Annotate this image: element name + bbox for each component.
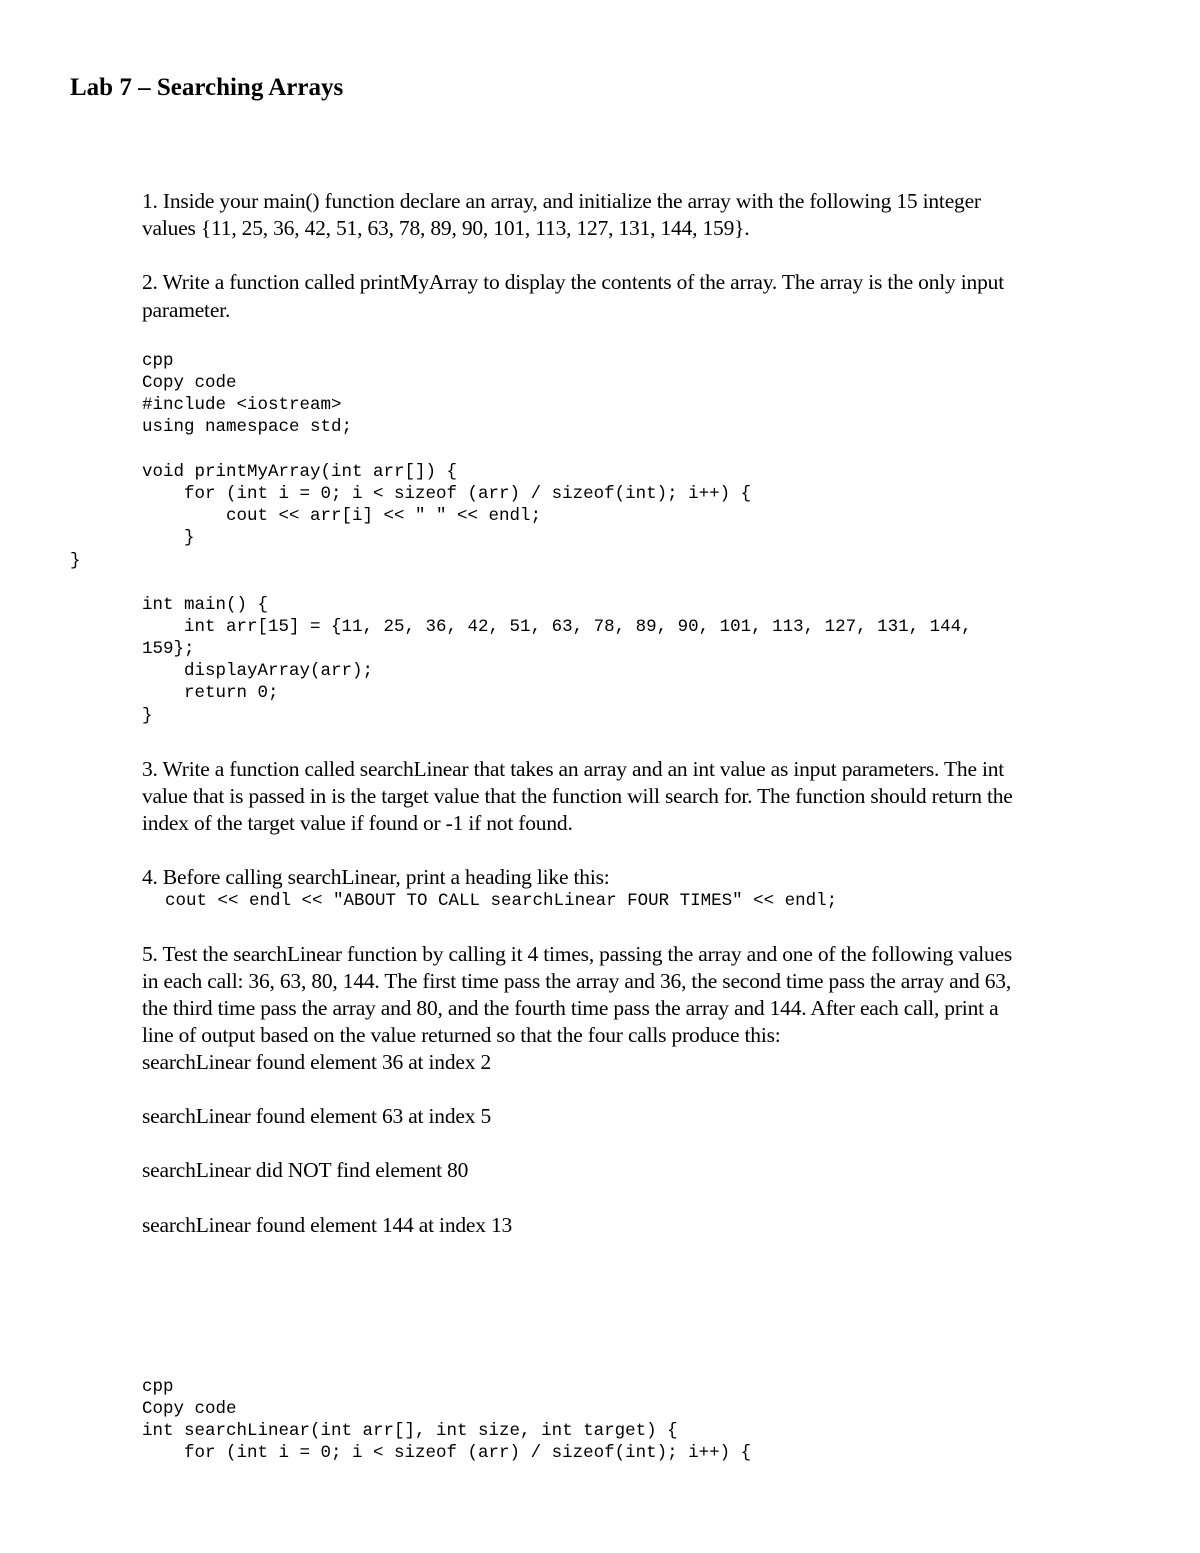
code-line: using namespace std; [142, 417, 353, 437]
copy-code-label: Copy code [142, 1399, 237, 1419]
code-line: cout << arr[i] << " " << endl; [142, 506, 542, 526]
step-5-line-2: in each call: 36, 63, 80, 144. The first time pass the array and 36, the second time pass the array and 63, [142, 969, 1012, 993]
code-line: } [142, 528, 195, 548]
code-line: int arr[15] = {11, 25, 36, 42, 51, 63, 78, 89, 90, 101, 113, 127, 131, 144, [142, 617, 972, 637]
expected-output-line: searchLinear did NOT find element 80 [142, 1158, 469, 1182]
step-5-line-1: 5. Test the searchLinear function by calling it 4 times, passing the array and one of the following values [142, 942, 1013, 966]
document-title: Lab 7 – Searching Arrays [70, 74, 344, 101]
code-stray-brace: } [70, 551, 81, 571]
code-line: for (int i = 0; i < sizeof (arr) / sizeof(int); i++) { [142, 484, 752, 504]
step-4-text: 4. Before calling searchLinear, print a heading like this: [142, 865, 610, 889]
code-line: int searchLinear(int arr[], int size, int target) { [142, 1421, 678, 1441]
step-1-line-2: values {11, 25, 36, 42, 51, 63, 78, 89, 90, 101, 113, 127, 131, 144, 159}. [142, 216, 750, 240]
step-5-line-3: the third time pass the array and 80, and the fourth time pass the array and 144. After each call, print a [142, 996, 999, 1020]
code-lang-label: cpp [142, 1377, 174, 1397]
code-line: 159}; [142, 639, 195, 659]
step-5-line-4: line of output based on the value returned so that the four calls produce this: [142, 1023, 781, 1047]
code-line: return 0; [142, 683, 279, 703]
expected-output-line: searchLinear found element 36 at index 2 [142, 1050, 491, 1074]
copy-code-label: Copy code [142, 373, 237, 393]
code-line: displayArray(arr); [142, 661, 374, 681]
step-3-line-2: value that is passed in is the target value that the function will search for. The function should return the [142, 784, 1013, 808]
code-line: void printMyArray(int arr[]) { [142, 462, 458, 482]
code-line: #include <iostream> [142, 395, 342, 415]
code-lang-label: cpp [142, 351, 174, 371]
step-4-code: cout << endl << "ABOUT TO CALL searchLinear FOUR TIMES" << endl; [165, 891, 838, 911]
step-2-line-1: 2. Write a function called printMyArray to display the contents of the array. The array is the only input [142, 270, 1004, 294]
expected-output-line: searchLinear found element 63 at index 5 [142, 1104, 491, 1128]
code-line: for (int i = 0; i < sizeof (arr) / sizeof(int); i++) { [142, 1443, 752, 1463]
expected-output-line: searchLinear found element 144 at index 13 [142, 1213, 513, 1237]
step-3-line-3: index of the target value if found or -1 if not found. [142, 811, 573, 835]
step-3-line-1: 3. Write a function called searchLinear that takes an array and an int value as input parameters. The int [142, 757, 1005, 781]
code-line: int main() { [142, 595, 269, 615]
step-2-line-2: parameter. [142, 298, 231, 322]
step-1-line-1: 1. Inside your main() function declare an array, and initialize the array with the following 15 integer [142, 189, 981, 213]
code-line: } [142, 706, 153, 726]
